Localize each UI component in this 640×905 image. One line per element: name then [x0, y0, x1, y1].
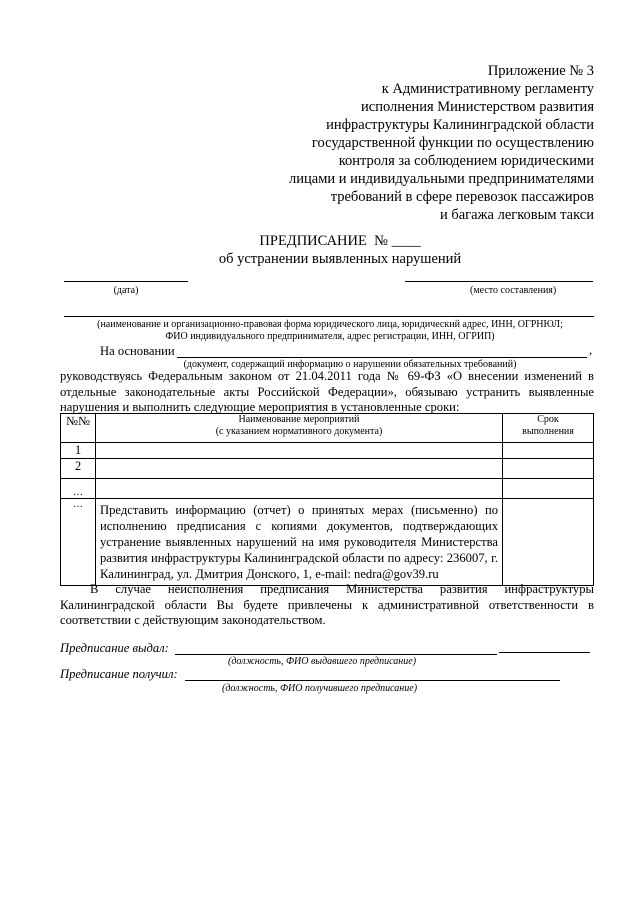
row-term[interactable] [503, 499, 594, 586]
warning-paragraph: В случае неисполнения предписания Министерства развития инфраструктуры Калининградской области Вы будете привлечены к административной ответственности в соответствии с действующим законодательством. [60, 582, 594, 628]
row-number: 1 [61, 443, 96, 459]
basis-caption: (документ, содержащий информацию о нарушении обязательных требований) [183, 359, 517, 370]
header-line: требований в сфере перевозок пассажиров [330, 189, 594, 205]
date-caption: (дата) [113, 285, 139, 296]
org-line[interactable] [64, 316, 594, 317]
body-paragraph: руководствуясь Федеральным законом от 21.04.2011 года № 69-ФЗ «О внесении изменений в отдельные законодательные акты Российской Федерации», обязываю устранить выявленные нарушения и выполнить следующие мероприятия в установленные сроки: [60, 369, 594, 415]
row-term[interactable] [503, 459, 594, 479]
received-caption: (должность, ФИО получившего предписание) [222, 683, 418, 694]
row-text: Представить информацию (отчет) о принятых мерах (письменно) по исполнению предписания с копиями документов, подтверждающих устранение выявленных нарушений на имя руководителя Министерства развития инфраструктуры Калининградской области по адресу: 236007, г. Калининград, ул. Дмитрия Донского, 1, e-mail: nedra@gov39.ru [96, 499, 503, 586]
col-term-note: выполнения [522, 425, 574, 437]
header-line: к Административному регламенту [381, 81, 594, 97]
row-number: … [61, 499, 96, 586]
date-line[interactable] [64, 281, 188, 282]
document-title: ПРЕДПИСАНИЕ № ____ [259, 233, 421, 249]
header-line: Приложение № 3 [487, 63, 594, 79]
col-num-header: №№ [61, 414, 96, 443]
table-row [61, 459, 594, 479]
document-subtitle: об устранении выявленных нарушений [218, 251, 462, 267]
received-label: Предписание получил: [60, 667, 178, 681]
org-caption-1: (наименование и организационно-правовая форма юридического лица, юридический адрес, ИНН, ОГРНЮЛ; [97, 319, 563, 330]
issued-label: Предписание выдал: [60, 641, 169, 655]
issued-signature-line[interactable] [499, 652, 590, 653]
row-number: 2 [61, 459, 96, 479]
issued-line[interactable] [175, 654, 497, 655]
appendix-header [250, 62, 594, 224]
row-term[interactable] [503, 479, 594, 499]
place-line[interactable] [405, 281, 593, 282]
col-term-title: Срок [537, 414, 559, 425]
header-line: контроля за соблюдением юридическими [338, 153, 594, 169]
header-line: государственной функции по осуществлению [311, 135, 594, 151]
basis-comma: , [589, 343, 593, 357]
basis-line[interactable] [177, 357, 587, 358]
table-row [61, 443, 594, 459]
place-caption: (место составления) [470, 285, 557, 296]
col-name-note: (с указанием нормативного документа) [215, 425, 383, 437]
table-row [61, 499, 594, 586]
row-term[interactable] [503, 443, 594, 459]
row-number: … [61, 479, 96, 499]
basis-label: На основании [100, 344, 175, 358]
header-line: инфраструктуры Калининградской области [326, 117, 594, 133]
col-name-title: Наименование мероприятий [238, 414, 360, 425]
org-caption-2: ФИО индивидуального предпринимателя, адрес регистрации, ИНН, ОГРИП) [165, 331, 495, 342]
col-name-header [96, 414, 503, 443]
table-header-row [61, 414, 594, 443]
received-line[interactable] [185, 680, 560, 681]
row-text[interactable] [96, 459, 503, 479]
table-row [61, 479, 594, 499]
row-text[interactable] [96, 479, 503, 499]
measures-table [60, 413, 594, 586]
header-line: и багажа легковым такси [439, 207, 594, 223]
row-text[interactable] [96, 443, 503, 459]
header-line: исполнения Министерством развития [361, 99, 594, 115]
issued-caption: (должность, ФИО выдавшего предписание) [228, 656, 417, 667]
header-line: лицами и индивидуальными предпринимателями [289, 171, 594, 187]
col-term-header [503, 414, 594, 443]
